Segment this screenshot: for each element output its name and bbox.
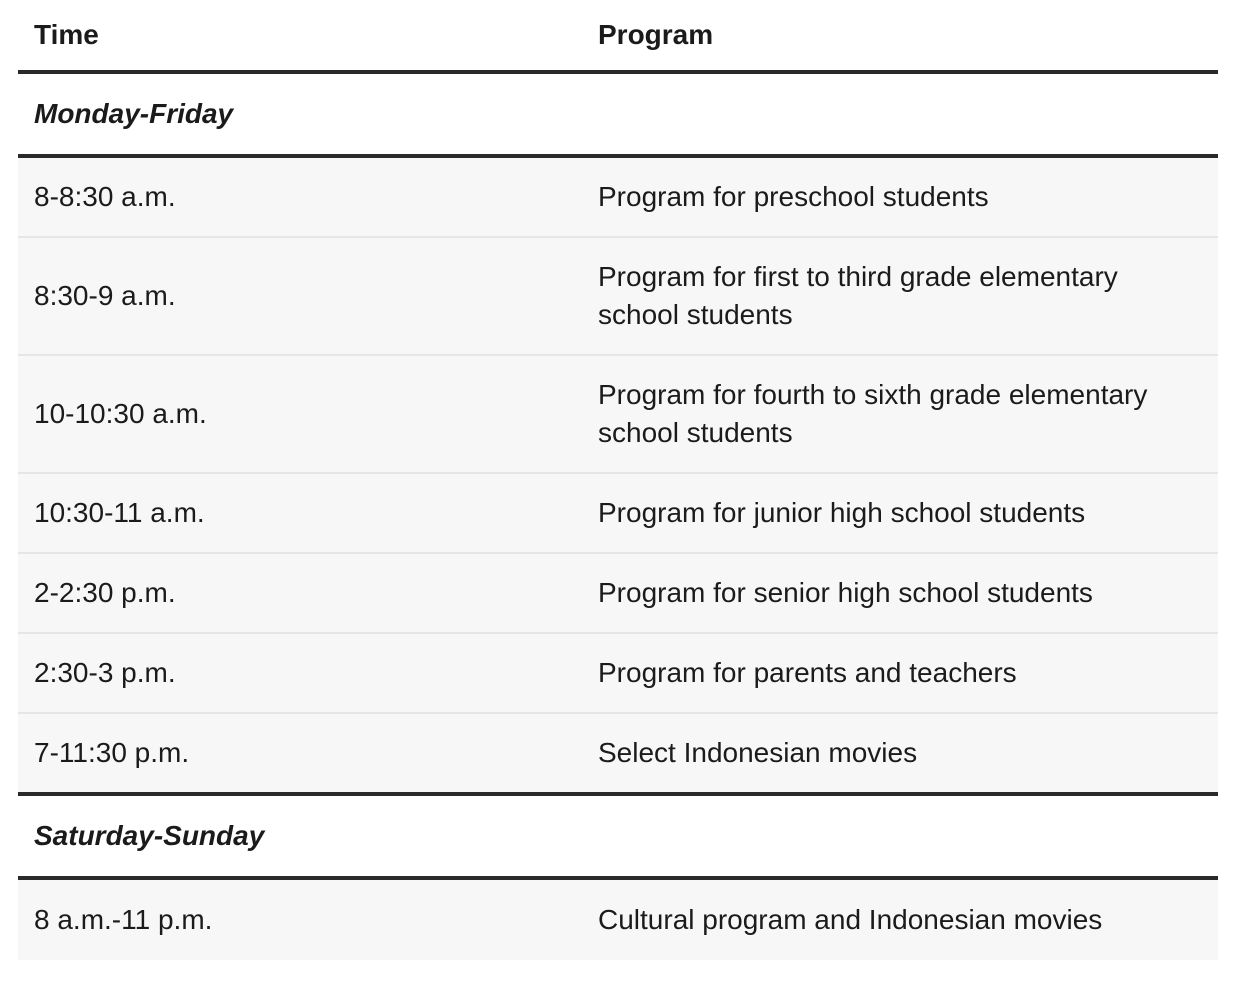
time-cell: 8:30-9 a.m. <box>18 237 582 355</box>
table-row <box>18 473 1218 553</box>
table-row <box>18 878 1218 960</box>
program-cell: Program for fourth to sixth grade elementary school students <box>582 355 1218 473</box>
program-cell: Program for first to third grade elementary school students <box>582 237 1218 355</box>
table-row <box>18 355 1218 473</box>
time-cell: 10-10:30 a.m. <box>18 355 582 473</box>
program-cell: Cultural program and Indonesian movies <box>582 878 1218 960</box>
program-cell: Select Indonesian movies <box>582 713 1218 794</box>
table-row <box>18 237 1218 355</box>
header-program: Program <box>582 0 1218 72</box>
schedule-table <box>18 0 1218 960</box>
program-cell: Program for preschool students <box>582 156 1218 237</box>
section-title: Monday-Friday <box>18 72 1218 156</box>
section-title: Saturday-Sunday <box>18 794 1218 878</box>
time-cell: 2:30-3 p.m. <box>18 633 582 713</box>
time-cell: 2-2:30 p.m. <box>18 553 582 633</box>
table-row <box>18 553 1218 633</box>
section-row-weekends <box>18 794 1218 878</box>
program-cell: Program for junior high school students <box>582 473 1218 553</box>
schedule-table-container <box>18 0 1218 960</box>
time-cell: 8 a.m.-11 p.m. <box>18 878 582 960</box>
table-row <box>18 633 1218 713</box>
program-cell: Program for senior high school students <box>582 553 1218 633</box>
time-cell: 7-11:30 p.m. <box>18 713 582 794</box>
header-time: Time <box>18 0 582 72</box>
section-row-weekdays <box>18 72 1218 156</box>
program-cell: Program for parents and teachers <box>582 633 1218 713</box>
table-row <box>18 713 1218 794</box>
table-header-row <box>18 0 1218 72</box>
time-cell: 10:30-11 a.m. <box>18 473 582 553</box>
time-cell: 8-8:30 a.m. <box>18 156 582 237</box>
table-row <box>18 156 1218 237</box>
